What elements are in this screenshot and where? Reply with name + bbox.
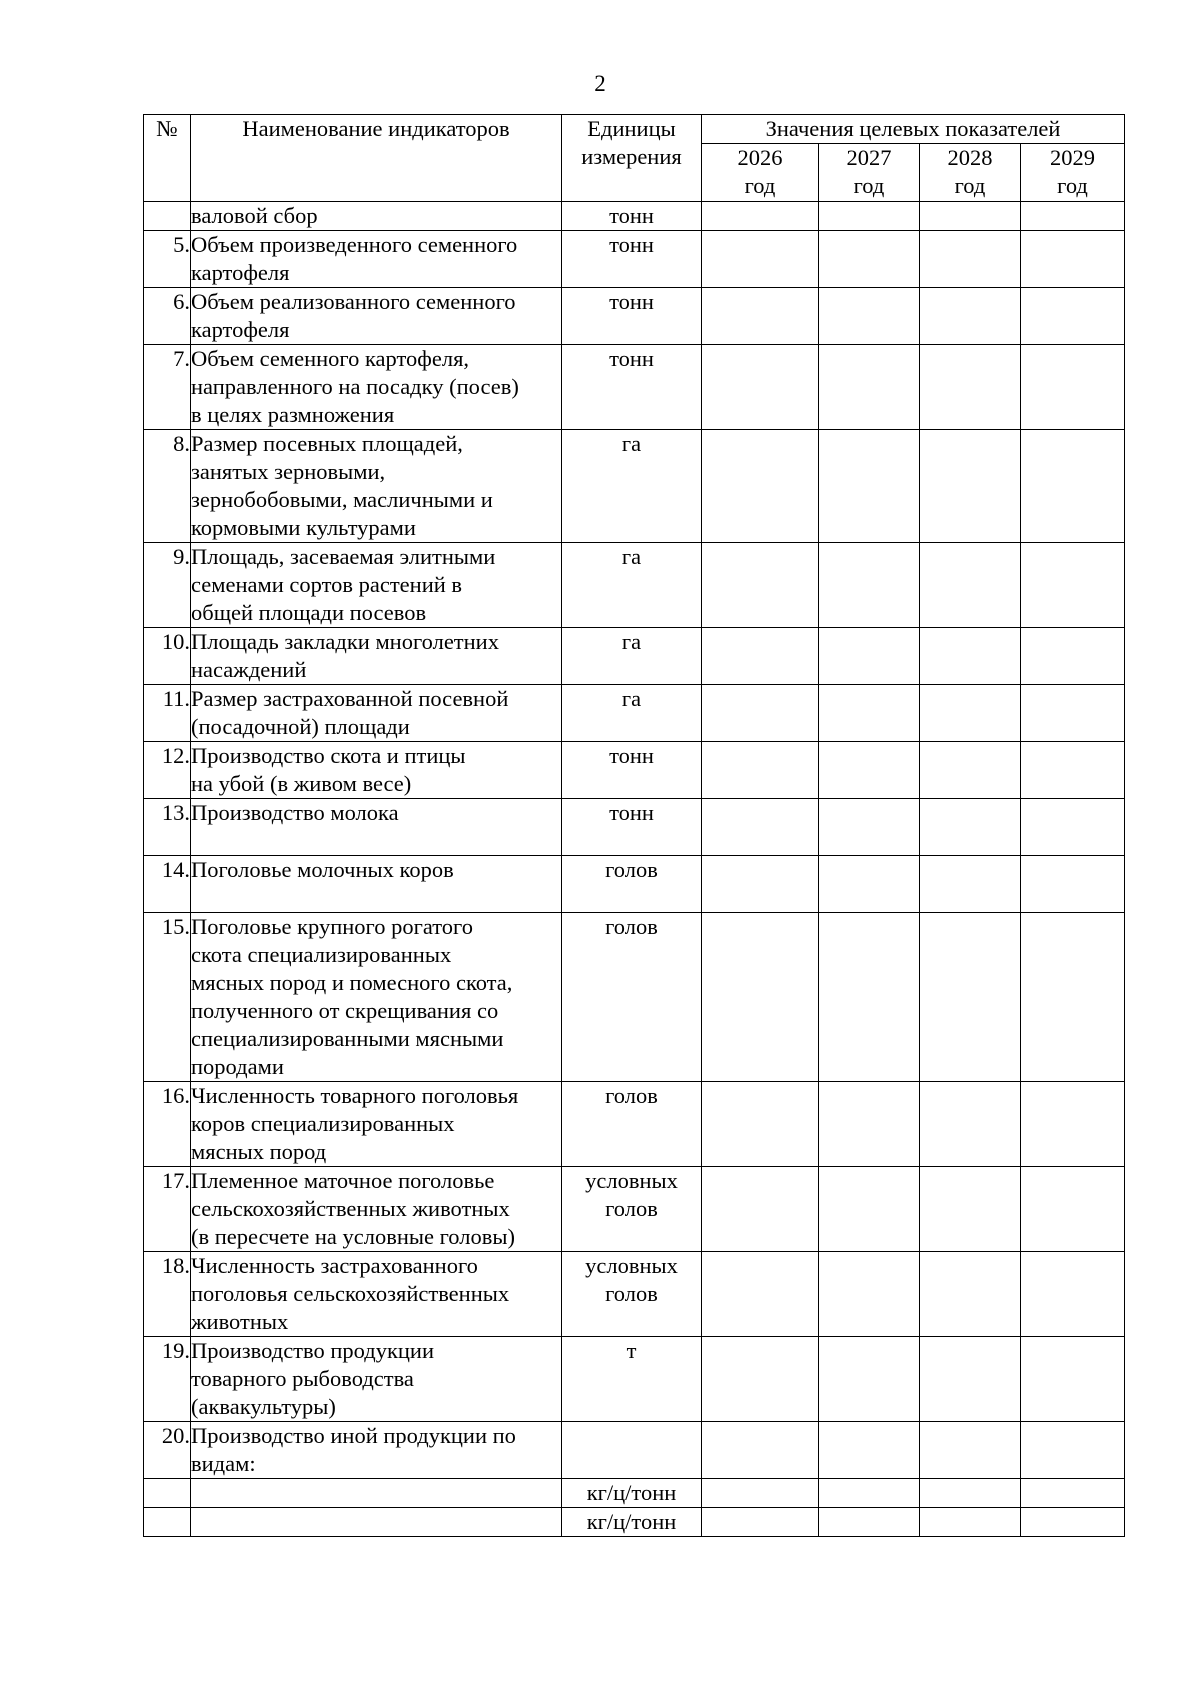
target-value-2027 — [819, 1508, 920, 1537]
indicator-name-line: Производство иной продукции по — [191, 1423, 516, 1448]
indicator-name-line: в целях размножения — [191, 402, 395, 427]
row-number: 15. — [144, 913, 191, 1082]
unit-line: га — [621, 629, 642, 654]
target-value-2028 — [920, 345, 1021, 430]
row-number — [144, 1479, 191, 1508]
unit-line: тонн — [609, 289, 654, 314]
target-value-2028 — [920, 913, 1021, 1082]
indicator-name-line: Производство скота и птицы — [191, 743, 466, 768]
row-number: 20. — [144, 1422, 191, 1479]
table-row — [144, 1337, 1125, 1422]
header-year-suffix: год — [954, 173, 986, 198]
unit-line: голов — [605, 1083, 658, 1108]
table-row — [144, 288, 1125, 345]
row-number — [144, 202, 191, 231]
target-value-2029 — [1021, 288, 1125, 345]
target-value-2026 — [702, 543, 819, 628]
target-value-2029 — [1021, 202, 1125, 231]
unit-of-measure — [562, 1337, 702, 1422]
header-year-2029 — [1021, 144, 1125, 202]
row-number: 19. — [144, 1337, 191, 1422]
header-unit-line1: Единицы — [587, 116, 676, 141]
table-row — [144, 1508, 1125, 1537]
unit-line: тонн — [609, 346, 654, 371]
target-value-2029 — [1021, 1508, 1125, 1537]
indicator-name-line: (аквакультуры) — [191, 1394, 336, 1419]
target-value-2026 — [702, 1422, 819, 1479]
indicator-name-line: кормовыми культурами — [191, 515, 416, 540]
indicator-name — [191, 628, 562, 685]
target-value-2026 — [702, 742, 819, 799]
indicator-name-line: зернобобовыми, масличными и — [191, 487, 493, 512]
indicator-name — [191, 231, 562, 288]
unit-line: кг/ц/тонн — [586, 1480, 677, 1505]
indicator-name-line: коров специализированных — [191, 1111, 455, 1136]
row-number: 16. — [144, 1082, 191, 1167]
target-value-2026 — [702, 1082, 819, 1167]
indicator-name-line: картофеля — [191, 260, 290, 285]
row-number: 11. — [144, 685, 191, 742]
target-value-2028 — [920, 231, 1021, 288]
indicator-name-line: полученного от скрещивания со — [191, 998, 499, 1023]
indicator-name-line: мясных пород — [191, 1139, 327, 1164]
indicator-name-line: Объем семенного картофеля, — [191, 346, 470, 371]
row-number: 17. — [144, 1167, 191, 1252]
header-target-values: Значения целевых показателей — [702, 115, 1125, 144]
indicator-name-line: видам: — [191, 1451, 256, 1476]
target-value-2028 — [920, 742, 1021, 799]
target-value-2026 — [702, 913, 819, 1082]
indicator-name — [191, 543, 562, 628]
indicator-name-line: насаждений — [191, 657, 307, 682]
indicator-name-line: специализированными мясными — [191, 1026, 504, 1051]
table-row — [144, 430, 1125, 543]
target-value-2026 — [702, 1479, 819, 1508]
indicator-name — [191, 856, 562, 913]
target-value-2029 — [1021, 628, 1125, 685]
header-year-2027 — [819, 144, 920, 202]
unit-of-measure — [562, 856, 702, 913]
indicator-name-line: Численность застрахованного — [191, 1253, 478, 1278]
table-row — [144, 543, 1125, 628]
row-number: 18. — [144, 1252, 191, 1337]
target-value-2028 — [920, 430, 1021, 543]
row-number — [144, 1508, 191, 1537]
unit-of-measure — [562, 742, 702, 799]
target-value-2027 — [819, 1422, 920, 1479]
row-number: 9. — [144, 543, 191, 628]
indicator-name-line: направленного на посадку (посев) — [191, 374, 519, 399]
unit-of-measure — [562, 799, 702, 856]
target-value-2028 — [920, 288, 1021, 345]
indicator-name-line: (посадочной) площади — [191, 714, 410, 739]
unit-of-measure — [562, 202, 702, 231]
indicator-name — [191, 742, 562, 799]
target-value-2028 — [920, 1479, 1021, 1508]
unit-of-measure — [562, 913, 702, 1082]
indicator-name-line: Племенное маточное поголовье — [191, 1168, 495, 1193]
table-row — [144, 345, 1125, 430]
unit-of-measure — [562, 1252, 702, 1337]
unit-line: голов — [605, 1196, 658, 1221]
indicator-name — [191, 1422, 562, 1479]
unit-line: голов — [605, 1281, 658, 1306]
target-value-2028 — [920, 1167, 1021, 1252]
indicator-name-line: картофеля — [191, 317, 290, 342]
indicator-name — [191, 1167, 562, 1252]
table-row — [144, 1422, 1125, 1479]
unit-of-measure — [562, 430, 702, 543]
indicator-name-line: товарного рыбоводства — [191, 1366, 414, 1391]
unit-of-measure — [562, 231, 702, 288]
unit-of-measure — [562, 1508, 702, 1537]
target-value-2029 — [1021, 856, 1125, 913]
indicator-name-line: (в пересчете на условные головы) — [191, 1224, 515, 1249]
header-year-2028 — [920, 144, 1021, 202]
target-value-2027 — [819, 628, 920, 685]
table-row — [144, 1082, 1125, 1167]
indicator-name — [191, 345, 562, 430]
indicator-name-line: сельскохозяйственных животных — [191, 1196, 510, 1221]
target-value-2026 — [702, 1508, 819, 1537]
table-row — [144, 202, 1125, 231]
unit-line: га — [621, 686, 642, 711]
unit-line: условных — [585, 1253, 678, 1278]
target-value-2027 — [819, 742, 920, 799]
indicator-name-line: на убой (в живом весе) — [191, 771, 412, 796]
target-value-2029 — [1021, 1082, 1125, 1167]
row-number: 12. — [144, 742, 191, 799]
unit-of-measure — [562, 543, 702, 628]
unit-of-measure — [562, 1082, 702, 1167]
row-number: 6. — [144, 288, 191, 345]
unit-of-measure — [562, 1479, 702, 1508]
target-value-2029 — [1021, 913, 1125, 1082]
target-value-2029 — [1021, 742, 1125, 799]
target-value-2028 — [920, 685, 1021, 742]
target-value-2029 — [1021, 430, 1125, 543]
target-value-2028 — [920, 1422, 1021, 1479]
target-value-2026 — [702, 799, 819, 856]
unit-line: га — [621, 544, 642, 569]
indicators-table — [143, 114, 1125, 1537]
page-number: 2 — [594, 71, 606, 96]
target-value-2027 — [819, 288, 920, 345]
target-value-2029 — [1021, 1479, 1125, 1508]
header-year-value: 2028 — [947, 145, 993, 170]
header-unit — [562, 115, 702, 202]
header-year-value: 2027 — [846, 145, 892, 170]
target-value-2026 — [702, 685, 819, 742]
header-year-suffix: год — [853, 173, 885, 198]
target-value-2028 — [920, 1252, 1021, 1337]
table-row — [144, 1167, 1125, 1252]
indicator-name — [191, 685, 562, 742]
target-value-2029 — [1021, 799, 1125, 856]
indicator-name-line: Производство молока — [191, 800, 399, 825]
indicator-name-line: Объем реализованного семенного — [191, 289, 516, 314]
header-year-value: 2026 — [737, 145, 783, 170]
indicator-name-line: скота специализированных — [191, 942, 452, 967]
row-number: 13. — [144, 799, 191, 856]
indicator-name-line: Размер посевных площадей, — [191, 431, 463, 456]
indicator-name-line: Площадь закладки многолетних — [191, 629, 499, 654]
target-value-2028 — [920, 628, 1021, 685]
target-value-2028 — [920, 202, 1021, 231]
target-value-2027 — [819, 1082, 920, 1167]
indicator-name — [191, 288, 562, 345]
indicator-name-line: мясных пород и помесного скота, — [191, 970, 513, 995]
indicator-name-line: породами — [191, 1054, 284, 1079]
unit-line: голов — [605, 857, 658, 882]
target-value-2027 — [819, 1167, 920, 1252]
row-number: 5. — [144, 231, 191, 288]
header-year-2026 — [702, 144, 819, 202]
indicator-name — [191, 913, 562, 1082]
target-value-2026 — [702, 202, 819, 231]
unit-line: тонн — [609, 800, 654, 825]
target-value-2029 — [1021, 685, 1125, 742]
indicator-name-line: Поголовье крупного рогатого — [191, 914, 473, 939]
row-number: 8. — [144, 430, 191, 543]
indicator-name — [191, 799, 562, 856]
target-value-2029 — [1021, 1337, 1125, 1422]
table-row — [144, 913, 1125, 1082]
target-value-2026 — [702, 1252, 819, 1337]
target-value-2026 — [702, 628, 819, 685]
indicator-name-line: поголовья сельскохозяйственных — [191, 1281, 510, 1306]
unit-line: га — [621, 431, 642, 456]
indicator-name-line: Поголовье молочных коров — [191, 857, 454, 882]
target-value-2027 — [819, 685, 920, 742]
row-number: 14. — [144, 856, 191, 913]
table-row — [144, 685, 1125, 742]
unit-line: голов — [605, 914, 658, 939]
target-value-2027 — [819, 1337, 920, 1422]
indicator-name-line: Площадь, засеваемая элитными — [191, 544, 496, 569]
indicator-name — [191, 1508, 562, 1537]
header-unit-line2: измерения — [581, 144, 682, 169]
indicator-name-line: общей площади посевов — [191, 600, 427, 625]
target-value-2027 — [819, 856, 920, 913]
header-year-suffix: год — [1057, 173, 1088, 198]
indicator-name-line: Численность товарного поголовья — [191, 1083, 519, 1108]
indicator-name — [191, 1479, 562, 1508]
unit-line: тонн — [609, 232, 654, 257]
header-year-suffix: год — [744, 173, 776, 198]
table-row — [144, 628, 1125, 685]
target-value-2029 — [1021, 543, 1125, 628]
table-row — [144, 742, 1125, 799]
target-value-2026 — [702, 1337, 819, 1422]
target-value-2027 — [819, 231, 920, 288]
header-indicator-name: Наименование индикаторов — [191, 115, 562, 202]
target-value-2027 — [819, 430, 920, 543]
table-row — [144, 231, 1125, 288]
target-value-2028 — [920, 799, 1021, 856]
header-number: № — [144, 115, 191, 202]
target-value-2027 — [819, 799, 920, 856]
indicator-name-line: Размер застрахованной посевной — [191, 686, 509, 711]
table-row — [144, 1252, 1125, 1337]
target-value-2029 — [1021, 345, 1125, 430]
target-value-2026 — [702, 231, 819, 288]
unit-of-measure — [562, 345, 702, 430]
target-value-2028 — [920, 1337, 1021, 1422]
unit-of-measure — [562, 628, 702, 685]
target-value-2026 — [702, 1167, 819, 1252]
unit-of-measure — [562, 1167, 702, 1252]
unit-of-measure — [562, 1422, 702, 1479]
indicator-name — [191, 1252, 562, 1337]
target-value-2028 — [920, 1508, 1021, 1537]
row-number: 10. — [144, 628, 191, 685]
target-value-2026 — [702, 345, 819, 430]
indicator-name — [191, 1337, 562, 1422]
table-row — [144, 1479, 1125, 1508]
target-value-2027 — [819, 1479, 920, 1508]
unit-of-measure — [562, 288, 702, 345]
target-value-2027 — [819, 202, 920, 231]
indicator-name-line: животных — [191, 1309, 289, 1334]
target-value-2026 — [702, 430, 819, 543]
target-value-2026 — [702, 288, 819, 345]
table-header — [144, 115, 1125, 202]
indicator-name — [191, 1082, 562, 1167]
indicator-name — [191, 430, 562, 543]
row-number: 7. — [144, 345, 191, 430]
unit-of-measure — [562, 685, 702, 742]
unit-line: кг/ц/тонн — [586, 1509, 677, 1534]
target-value-2029 — [1021, 1422, 1125, 1479]
table-body — [144, 202, 1125, 1537]
target-value-2029 — [1021, 231, 1125, 288]
unit-line: тонн — [609, 743, 654, 768]
target-value-2028 — [920, 1082, 1021, 1167]
indicator-name-line: валовой сбор — [191, 203, 318, 228]
indicator-name-line: Производство продукции — [191, 1338, 435, 1363]
indicator-name-line: Объем произведенного семенного — [191, 232, 518, 257]
header-year-value: 2029 — [1050, 145, 1096, 170]
target-value-2026 — [702, 856, 819, 913]
unit-line: тонн — [609, 203, 654, 228]
target-value-2028 — [920, 543, 1021, 628]
target-value-2029 — [1021, 1252, 1125, 1337]
target-value-2027 — [819, 913, 920, 1082]
target-value-2029 — [1021, 1167, 1125, 1252]
target-value-2027 — [819, 1252, 920, 1337]
unit-line: условных — [585, 1168, 678, 1193]
indicator-name-line: занятых зерновыми, — [191, 459, 386, 484]
table-row — [144, 799, 1125, 856]
unit-line: т — [626, 1338, 637, 1363]
indicator-name — [191, 202, 562, 231]
target-value-2028 — [920, 856, 1021, 913]
table-row — [144, 856, 1125, 913]
indicator-name-line: семенами сортов растений в — [191, 572, 463, 597]
target-value-2027 — [819, 543, 920, 628]
target-value-2027 — [819, 345, 920, 430]
